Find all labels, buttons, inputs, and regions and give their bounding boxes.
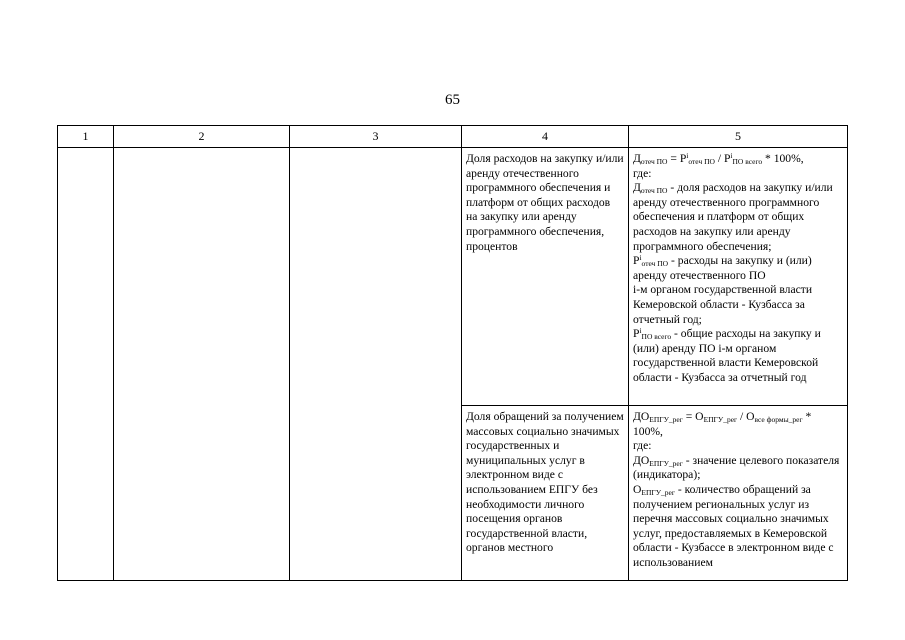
definition-1: $Д_{отеч ПО}$ - доля расходов на закупку и/или аренду отечественного программного обеспечения и платформ от общих расходов на закупку или аренду программного обеспечения; <box>633 181 833 253</box>
indicator-name: Доля расходов на закупку и/или аренду отечественного программного обеспечения и платформ от общих расходов на закупку или аренду программного обеспечения, процентов <box>462 148 629 406</box>
definition-3: $Р^i_{ПО всего}$ - общие расходы на закупку и (или) аренду ПО i-м органом государственной власти Кемеровской области - Кузбасса за отчетный год <box>633 326 821 384</box>
definition-1: $ДО_{ЕПГУ\_рег}$ - значение целевого показателя (индикатора); <box>633 453 840 482</box>
table-header-row <box>58 126 848 148</box>
definition-2: $О_{ЕПГУ\_рег}$ - количество обращений за получением региональных услуг из перечня массовых социально значимых услуг, предоставляемых в Кемеровской области - Кузбассе в электронном виде с использованием <box>633 482 834 569</box>
formula-line: $ДО_{ЕПГУ\_рег} = О_{ЕПГУ\_рег} / О_{все формы\_рег} * 100\%$, <box>633 410 812 438</box>
indicator-formula <box>629 148 848 406</box>
formula-line: $Д_{отеч ПО} = Р^i_{отеч ПО} / Р^i_{ПО всего} * 100\%$, <box>633 151 804 166</box>
header-col-1: 1 <box>58 126 114 148</box>
indicator-table <box>57 125 848 581</box>
page-number: 65 <box>445 92 460 108</box>
table-row <box>58 148 848 406</box>
definition-2: $Р^i_{отеч ПО}$ - расходы на закупку и (или) аренду отечественного ПО <box>633 253 812 282</box>
where-label: где: <box>633 439 652 453</box>
header-col-2: 2 <box>114 126 290 148</box>
header-col-5: 5 <box>629 126 848 148</box>
row1-col1 <box>58 148 114 581</box>
row1-col3 <box>290 148 462 581</box>
indicator-name: Доля обращений за получением массовых социально значимых государственных и муниципальных услуг в электронном виде с использованием ЕПГУ без необходимости личного посещения органов государственной власти, органов местного <box>462 406 629 581</box>
where-label: где: <box>633 166 652 180</box>
indicator-formula <box>629 406 848 581</box>
header-col-3: 3 <box>290 126 462 148</box>
definition-2-cont: i-м органом государственной власти Кемеровской области - Кузбасса за отчетный год; <box>633 283 813 326</box>
header-col-4: 4 <box>462 126 629 148</box>
row1-col2 <box>114 148 290 581</box>
